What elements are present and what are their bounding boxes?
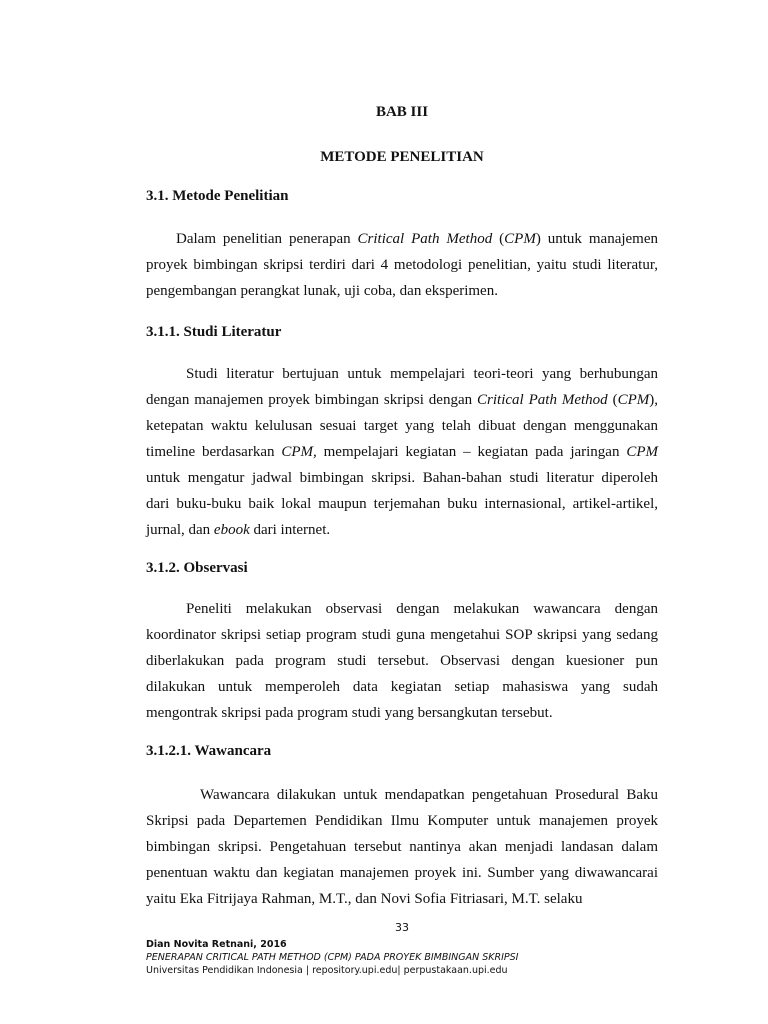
paragraph-line bbox=[146, 700, 658, 726]
text-run: diberlakukan pada program studi tersebut. Observasi dengan kuesioner pun bbox=[146, 653, 658, 669]
paragraph-line bbox=[146, 439, 658, 465]
section-heading-3-1: 3.1. Metode Penelitian bbox=[146, 188, 289, 204]
text-run: dilakukan untuk memperoleh data kegiatan setiap mahasiswa yang sudah bbox=[146, 679, 658, 695]
paragraph-line bbox=[146, 413, 658, 439]
paragraph-line bbox=[146, 387, 658, 413]
text-run: Skripsi pada Departemen Pendidikan Ilmu Komputer untuk manajemen proyek bbox=[146, 813, 658, 829]
text-run: Dalam penelitian penerapan bbox=[176, 231, 358, 247]
page-footer bbox=[146, 938, 519, 977]
paragraph-line bbox=[146, 674, 658, 700]
footer-title: PENERAPAN CRITICAL PATH METHOD (CPM) PADA PROYEK BIMBINGAN SKRIPSI bbox=[146, 952, 519, 963]
text-run: timeline berdasarkan bbox=[146, 444, 282, 460]
paragraph-line bbox=[146, 860, 658, 886]
text-run: yaitu Eka Fitrijaya Rahman, M.T., dan Novi Sofia Fitriasari, M.T. selaku bbox=[146, 891, 583, 907]
italic-term: CPM, bbox=[281, 444, 317, 460]
text-run: ( bbox=[492, 231, 505, 247]
paragraph-line bbox=[146, 622, 658, 648]
text-run: Wawancara dilakukan untuk mendapatkan pengetahuan Prosedural Baku bbox=[200, 787, 658, 803]
text-run: koordinator skripsi setiap program studi guna mengetahui SOP skripsi yang sedang bbox=[146, 627, 658, 643]
text-run: ( bbox=[607, 392, 618, 408]
text-run: mengontrak skripsi pada program studi yang bersangkutan tersebut. bbox=[146, 705, 553, 721]
paragraph-line bbox=[146, 465, 658, 491]
section-heading-3-1-2-1: 3.1.2.1. Wawancara bbox=[146, 743, 272, 759]
text-run: dari buku-buku baik lokal maupun terjemahan buku internasional, artikel-artikel, bbox=[146, 496, 658, 512]
section-heading-3-1-1: 3.1.1. Studi Literatur bbox=[146, 324, 282, 340]
text-run: untuk mengatur jadwal bimbingan skripsi. Bahan-bahan studi literatur diperoleh bbox=[146, 470, 658, 486]
italic-term: CPM bbox=[504, 231, 536, 247]
footer-institution: Universitas Pendidikan Indonesia | repository.upi.edu| perpustakaan.upi.edu bbox=[146, 965, 508, 976]
paragraph-line bbox=[146, 808, 658, 834]
italic-term: CPM bbox=[626, 444, 658, 460]
paragraph-3-1-1 bbox=[146, 361, 658, 543]
text-run: ) untuk manajemen bbox=[535, 231, 658, 247]
footer-author: Dian Novita Retnani, 2016 bbox=[146, 939, 287, 950]
paragraph-line bbox=[146, 834, 658, 860]
text-run: mempelajari kegiatan – kegiatan pada jaringan bbox=[316, 444, 627, 460]
text-run: proyek bimbingan skripsi terdiri dari 4 metodologi penelitian, yaitu studi literatur, bbox=[146, 257, 658, 273]
paragraph-line bbox=[146, 596, 658, 622]
paragraph-line bbox=[146, 517, 658, 543]
paragraph-3-1 bbox=[146, 226, 658, 304]
text-run: ), bbox=[649, 392, 658, 408]
text-run: ketepatan waktu kelulusan sesuai target yang telah dibuat dengan menggunakan bbox=[146, 418, 658, 434]
italic-term: Critical Path Method bbox=[477, 392, 608, 408]
paragraph-line bbox=[146, 886, 658, 912]
text-run: pengembangan perangkat lunak, uji coba, dan eksperimen. bbox=[146, 283, 498, 299]
paragraph-line bbox=[146, 491, 658, 517]
chapter-label: BAB III bbox=[375, 104, 429, 120]
text-run: Studi literatur bertujuan untuk mempelajari teori-teori yang berhubungan bbox=[186, 366, 658, 382]
section-heading-3-1-2: 3.1.2. Observasi bbox=[146, 560, 248, 576]
text-run: jurnal, dan bbox=[146, 522, 214, 538]
text-run: dari internet. bbox=[249, 522, 331, 538]
italic-term: ebook bbox=[213, 522, 250, 538]
italic-term: Critical Path Method bbox=[357, 231, 493, 247]
text-run: penentuan waktu dan kegiatan manajemen proyek ini. Sumber yang diwawancarai bbox=[146, 865, 658, 881]
paragraph-line bbox=[146, 361, 658, 387]
italic-term: CPM bbox=[617, 392, 650, 408]
page-number: 33 bbox=[395, 921, 409, 934]
chapter-title: METODE PENELITIAN bbox=[320, 149, 484, 165]
paragraph-line bbox=[146, 278, 658, 304]
text-run: Peneliti melakukan observasi dengan melakukan wawancara dengan bbox=[186, 601, 658, 617]
paragraph-3-1-2 bbox=[146, 596, 658, 726]
paragraph-3-1-2-1 bbox=[146, 782, 658, 912]
text-run: dengan manajemen proyek bimbingan skripsi dengan bbox=[146, 392, 478, 408]
paragraph-line bbox=[146, 226, 658, 252]
paragraph-line bbox=[146, 252, 658, 278]
paragraph-line bbox=[146, 782, 658, 808]
text-run: bimbingan skripsi. Pengetahuan tersebut nantinya akan menjadi landasan dalam bbox=[146, 839, 658, 855]
paragraph-line bbox=[146, 648, 658, 674]
